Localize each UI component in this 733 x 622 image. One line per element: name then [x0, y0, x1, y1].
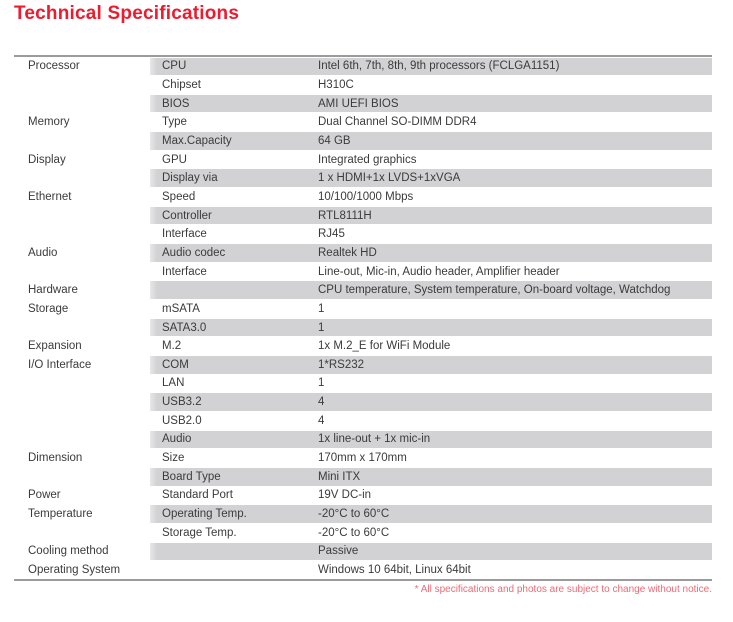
row-band — [150, 356, 712, 374]
spec-value-cell: 1x line-out + 1x mic-in — [318, 433, 431, 446]
spec-name-cell: Controller — [162, 209, 212, 222]
row-band — [150, 281, 712, 299]
spec-name-cell: GPU — [162, 153, 187, 166]
row-band — [150, 76, 712, 94]
spec-value-cell: 1*RS232 — [318, 358, 365, 371]
table-row — [14, 430, 712, 449]
spec-name-cell: Speed — [162, 190, 196, 203]
category-cell: Ethernet — [28, 190, 72, 203]
row-band — [150, 95, 712, 113]
spec-value-cell: -20°C to 60°C — [318, 526, 390, 539]
table-row — [14, 206, 712, 225]
table-row — [14, 467, 712, 486]
spec-value-cell: RTL8111H — [318, 209, 372, 222]
spec-value-cell: Realtek HD — [318, 246, 377, 259]
table-row — [14, 300, 712, 319]
row-band — [150, 393, 712, 411]
spec-value-cell: Windows 10 64bit, Linux 64bit — [318, 564, 471, 577]
row-band — [150, 412, 712, 430]
category-cell: Temperature — [28, 508, 93, 521]
spec-name-cell: Interface — [162, 228, 207, 241]
footnote: * All specifications and photos are subject to change without notice. — [414, 584, 712, 595]
spec-value-cell: 1 — [318, 302, 325, 315]
spec-value-cell: Integrated graphics — [318, 153, 417, 166]
row-band — [150, 487, 712, 505]
spec-value-cell: 1 — [318, 377, 325, 390]
spec-value-cell: 64 GB — [318, 134, 351, 147]
spec-value-cell: CPU temperature, System temperature, On-board voltage, Watchdog — [318, 284, 671, 297]
category-cell: Audio — [28, 246, 58, 259]
table-row — [14, 505, 712, 524]
spec-name-cell: LAN — [162, 377, 185, 390]
spec-value-cell: H310C — [318, 78, 354, 91]
table-row — [14, 523, 712, 542]
spec-name-cell: Audio codec — [162, 246, 226, 259]
spec-value-cell: RJ45 — [318, 228, 345, 241]
spec-name-cell: USB2.0 — [162, 414, 202, 427]
row-band — [150, 468, 712, 486]
table-row — [14, 94, 712, 113]
row-band — [150, 505, 712, 523]
spec-name-cell: Audio — [162, 433, 192, 446]
spec-name-cell: Display via — [162, 172, 218, 185]
spec-value-cell: Line-out, Mic-in, Audio header, Amplifier header — [318, 265, 560, 278]
category-cell: I/O Interface — [28, 358, 92, 371]
table-row — [14, 542, 712, 561]
table-row — [14, 449, 712, 468]
table-row — [14, 318, 712, 337]
spec-name-cell: Operating Temp. — [162, 508, 247, 521]
page-title: Technical Specifications — [14, 3, 240, 24]
table-row — [14, 225, 712, 244]
row-band — [150, 113, 712, 131]
spec-name-cell: Type — [162, 116, 187, 129]
spec-value-cell: Passive — [318, 545, 359, 558]
spec-value-cell: 170mm x 170mm — [318, 452, 407, 465]
table-row — [14, 113, 712, 132]
spec-value-cell: 1 — [318, 321, 325, 334]
category-cell: Hardware — [28, 284, 78, 297]
table-row — [14, 132, 712, 151]
spec-name-cell: Max.Capacity — [162, 134, 232, 147]
table-row — [14, 244, 712, 263]
spec-value-cell: 10/100/1000 Mbps — [318, 190, 414, 203]
row-band — [150, 431, 712, 449]
table-row — [14, 188, 712, 207]
row-band — [150, 543, 712, 561]
spec-value-cell: 4 — [318, 414, 325, 427]
row-band — [150, 561, 712, 579]
spec-name-cell: Chipset — [162, 78, 201, 91]
table-row — [14, 281, 712, 300]
row-band — [150, 151, 712, 169]
category-cell: Display — [28, 153, 66, 166]
spec-value-cell: 4 — [318, 396, 325, 409]
spec-name-cell: SATA3.0 — [162, 321, 207, 334]
table-row — [14, 150, 712, 169]
row-band — [150, 319, 712, 337]
row-band — [150, 207, 712, 225]
table-row — [14, 57, 712, 76]
table-row — [14, 76, 712, 95]
row-band — [150, 524, 712, 542]
spec-value-cell: AMI UEFI BIOS — [318, 97, 399, 110]
row-band — [150, 188, 712, 206]
spec-value-cell: Dual Channel SO-DIMM DDR4 — [318, 116, 477, 129]
spec-name-cell: Standard Port — [162, 489, 233, 502]
category-cell: Power — [28, 489, 61, 502]
category-cell: Memory — [28, 116, 70, 129]
row-band — [150, 169, 712, 187]
category-cell: Storage — [28, 302, 69, 315]
row-band — [150, 132, 712, 150]
row-band — [150, 244, 712, 262]
spec-value-cell: Mini ITX — [318, 470, 361, 483]
row-band — [150, 449, 712, 467]
spec-name-cell: Interface — [162, 265, 207, 278]
table-row — [14, 262, 712, 281]
table-row — [14, 374, 712, 393]
category-cell: Operating System — [28, 564, 121, 577]
spec-name-cell: Storage Temp. — [162, 526, 237, 539]
spec-name-cell: BIOS — [162, 97, 190, 110]
row-band — [150, 300, 712, 318]
spec-name-cell: Size — [162, 452, 185, 465]
row-band — [150, 225, 712, 243]
table-row — [14, 561, 712, 580]
spec-table — [14, 55, 712, 581]
table-row — [14, 169, 712, 188]
spec-value-cell: 1 x HDMI+1x LVDS+1xVGA — [318, 172, 461, 185]
row-band — [150, 337, 712, 355]
table-row — [14, 486, 712, 505]
spec-value-cell: -20°C to 60°C — [318, 508, 390, 521]
row-band — [150, 375, 712, 393]
table-row — [14, 337, 712, 356]
category-cell: Processor — [28, 60, 80, 73]
row-band — [150, 58, 712, 76]
category-cell: Dimension — [28, 452, 83, 465]
spec-value-cell: 1x M.2_E for WiFi Module — [318, 340, 451, 353]
spec-name-cell: Board Type — [162, 470, 221, 483]
spec-name-cell: COM — [162, 358, 189, 371]
spec-name-cell: USB3.2 — [162, 396, 202, 409]
spec-value-cell: Intel 6th, 7th, 8th, 9th processors (FCLGA1151) — [318, 60, 560, 73]
table-row — [14, 393, 712, 412]
table-row — [14, 411, 712, 430]
spec-name-cell: CPU — [162, 60, 187, 73]
spec-name-cell: M.2 — [162, 340, 182, 353]
spec-value-cell: 19V DC-in — [318, 489, 372, 502]
category-cell: Expansion — [28, 340, 82, 353]
category-cell: Cooling method — [28, 545, 109, 558]
table-row — [14, 356, 712, 375]
row-band — [150, 263, 712, 281]
spec-name-cell: mSATA — [162, 302, 200, 315]
